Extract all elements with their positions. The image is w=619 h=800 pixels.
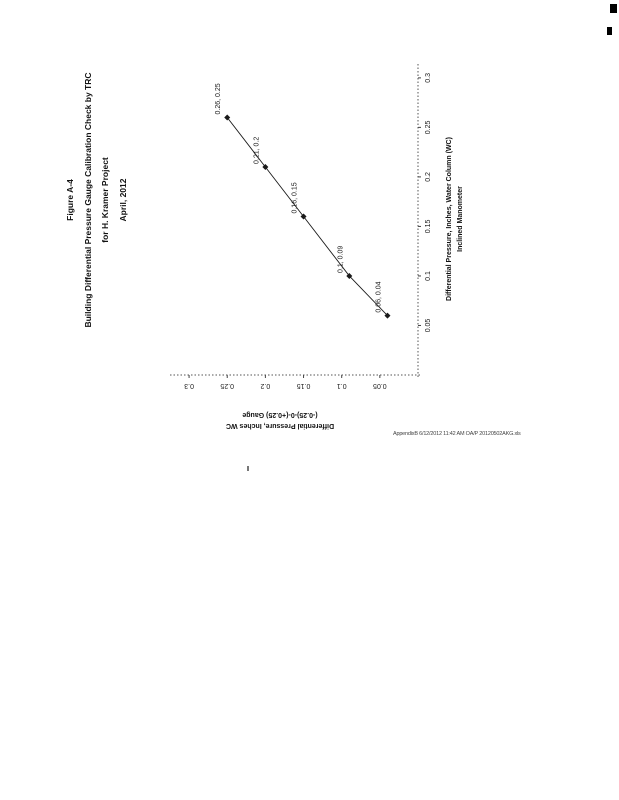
x-tick-label: 0.3 bbox=[425, 72, 432, 83]
x-axis-title bbox=[444, 63, 466, 375]
data-point-label: 0.16, 0.15 bbox=[291, 182, 299, 214]
y-tick-label: 0.2 bbox=[260, 382, 271, 389]
y-axis-title-line1: Differential Pressure, Inches WC bbox=[225, 422, 335, 429]
y-axis-title bbox=[160, 409, 400, 431]
x-tick-label: 0.05 bbox=[425, 318, 432, 333]
x-tick-label: 0.25 bbox=[425, 120, 432, 135]
x-tick-label: 0.1 bbox=[425, 271, 432, 281]
x-tick-label: 0.15 bbox=[425, 219, 432, 234]
data-point-label: 0.21, 0.2 bbox=[253, 136, 261, 164]
y-tick-label: 0.25 bbox=[220, 382, 235, 389]
y-tick-label: 0.3 bbox=[184, 382, 194, 389]
y-tick-label: 0.05 bbox=[373, 382, 387, 389]
scan-artifact bbox=[607, 27, 612, 35]
data-point-label: 0.06, 0.04 bbox=[375, 281, 383, 313]
chart-subtitle-project: for H. Kramer Project bbox=[100, 157, 110, 243]
footer-filename: AppendixB 6/12/2012 11:42 AM OA/P 20120502AKG.xls bbox=[393, 431, 521, 437]
figure-a4-chart bbox=[60, 55, 505, 445]
x-tick-label: 0.2 bbox=[425, 172, 432, 182]
y-axis-title-line2: (-0.25)-0-(+0.25) Gauge bbox=[242, 411, 318, 418]
chart-subtitle-date: April, 2012 bbox=[117, 178, 128, 222]
data-point-label: 0.26, 0.25 bbox=[215, 83, 223, 115]
data-point-label: 0.1, 0.09 bbox=[337, 245, 345, 273]
y-tick-label: 0.1 bbox=[336, 382, 347, 389]
scan-artifact bbox=[247, 466, 249, 471]
scan-artifact bbox=[610, 4, 617, 13]
plot-area bbox=[60, 55, 505, 445]
chart-title: Building Differential Pressure Gauge Calibration Check by TRC bbox=[82, 72, 93, 328]
x-axis-title-line1: Differential Pressure, Inches, Water Column (WC) bbox=[446, 137, 453, 301]
x-axis-title-line2: Inclined Manometer bbox=[457, 186, 464, 252]
data-line bbox=[227, 117, 387, 315]
figure-number: Figure A-4 bbox=[65, 179, 75, 221]
y-tick-label: 0.15 bbox=[296, 382, 311, 389]
